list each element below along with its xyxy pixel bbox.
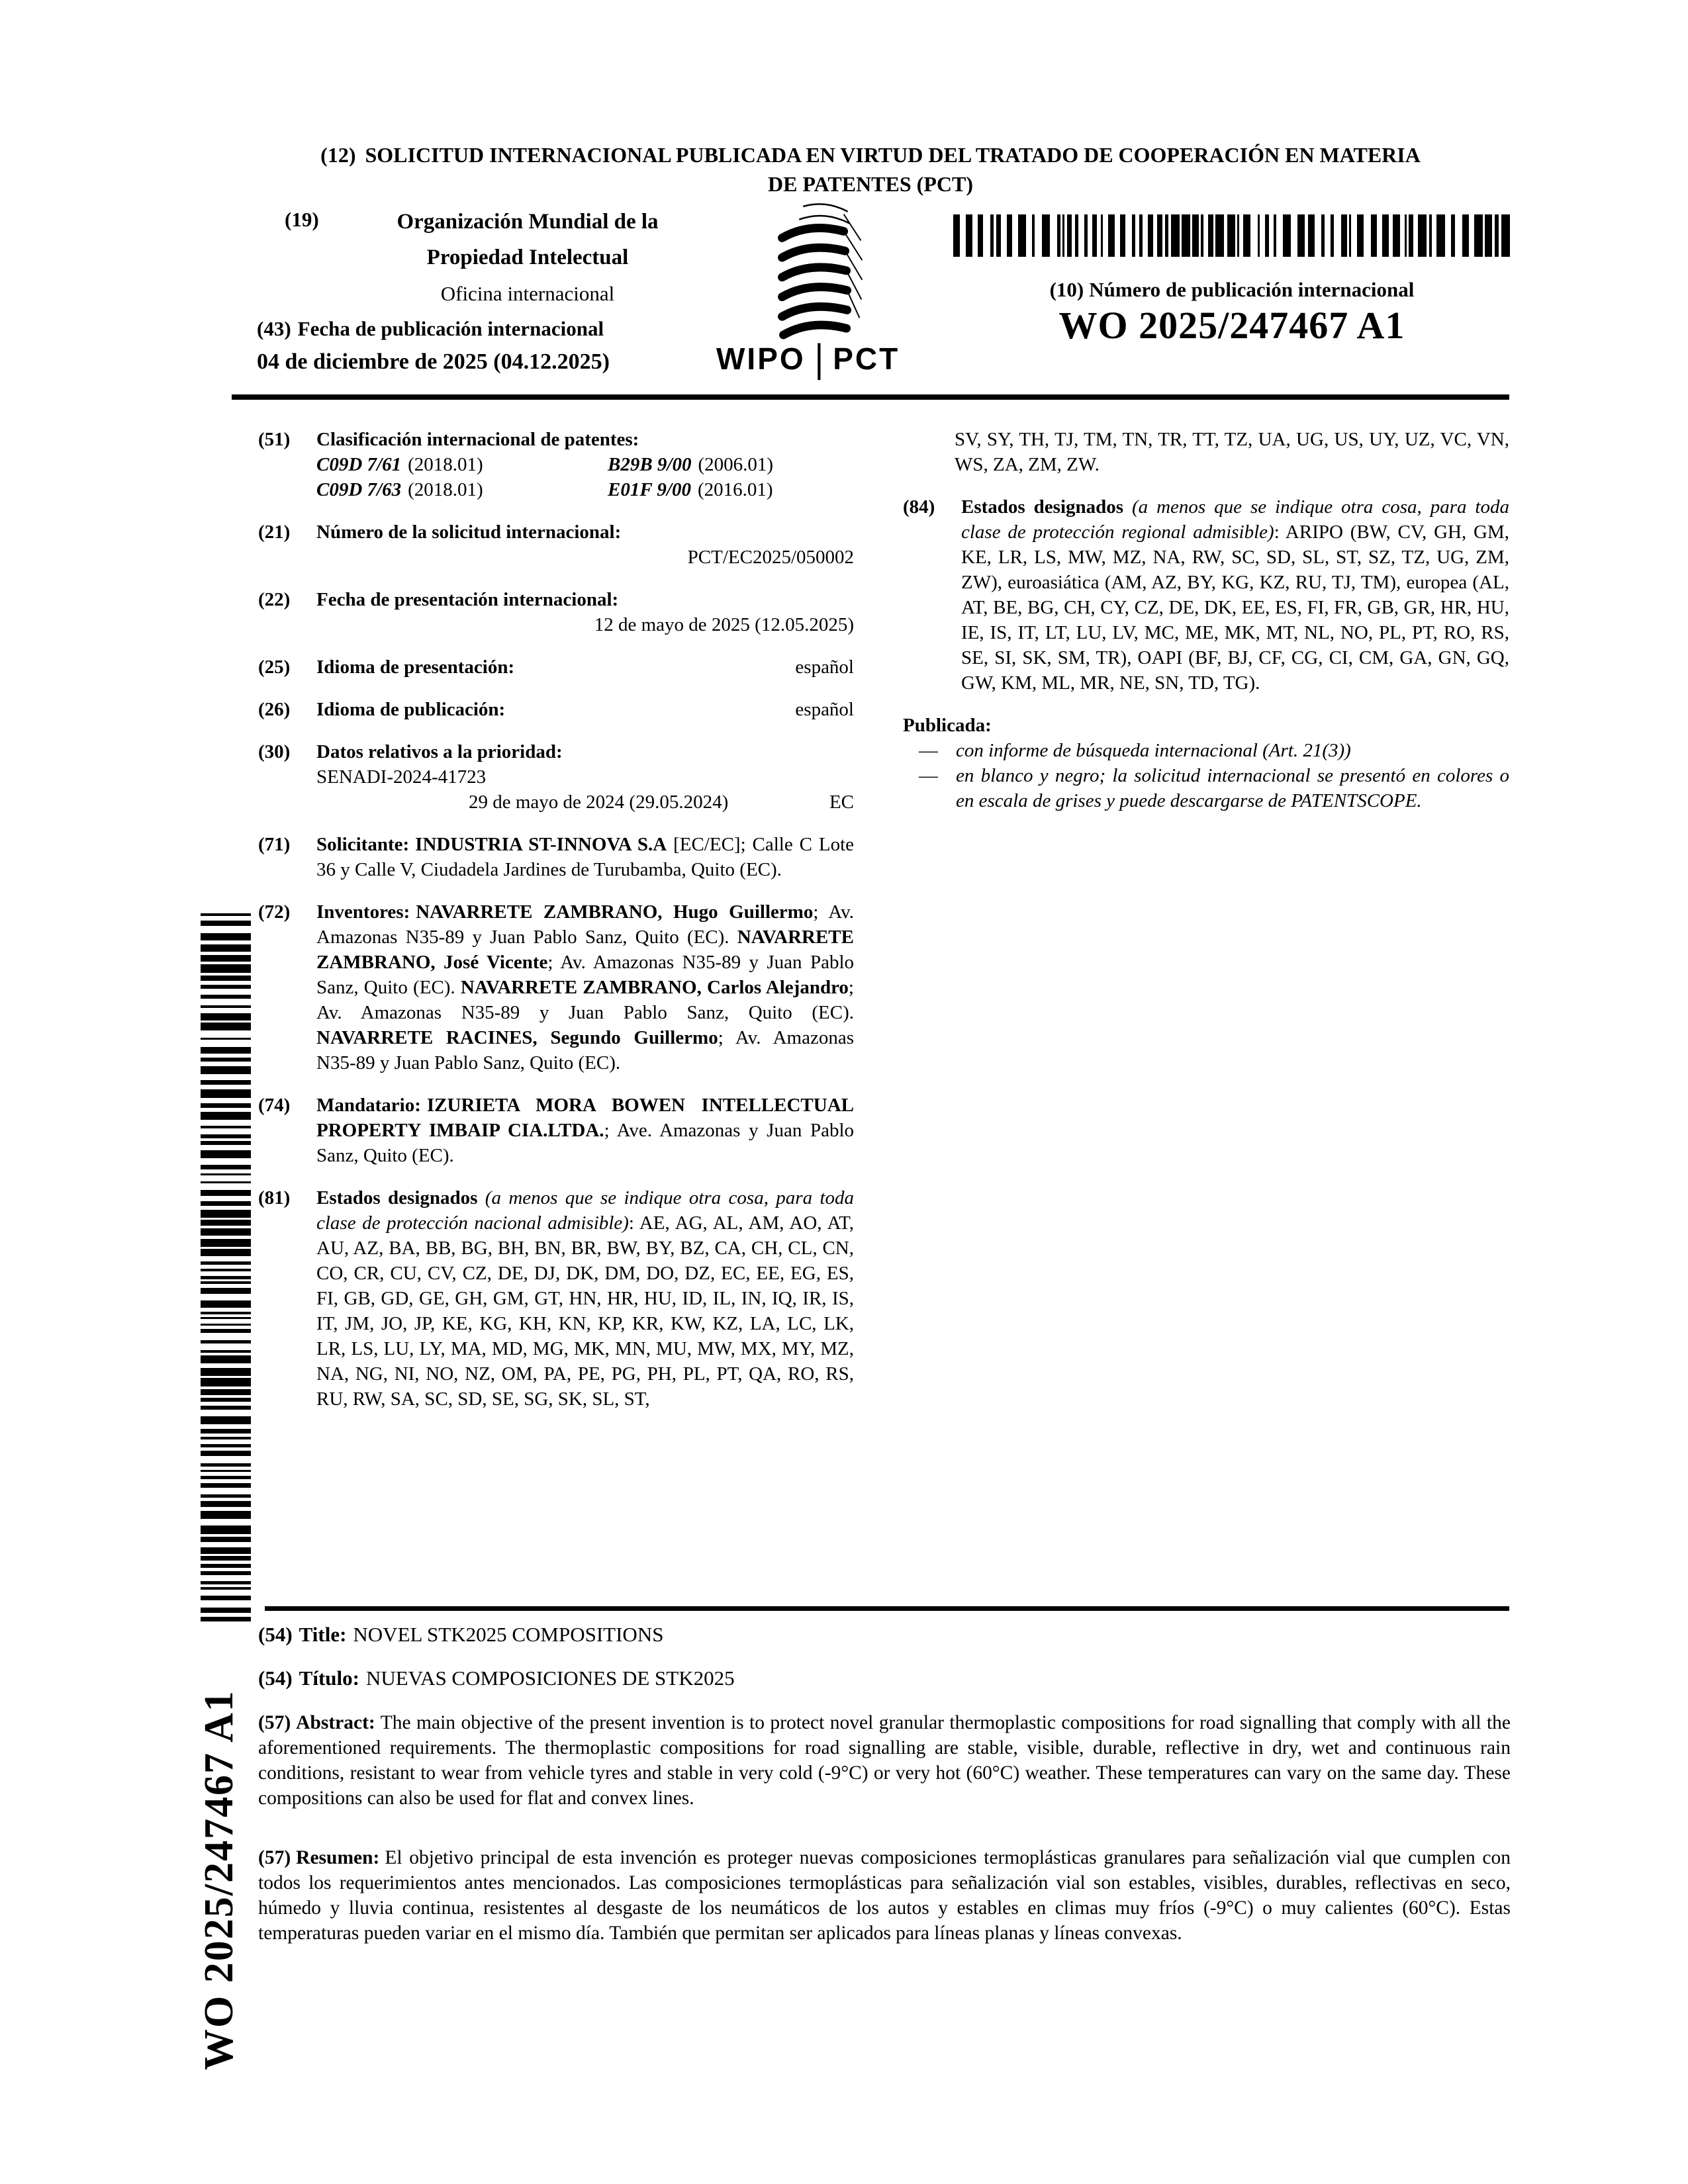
filing-date-value: 12 de mayo de 2025 (12.05.2025): [594, 614, 854, 635]
organization-block: [285, 204, 722, 312]
abstract-english-text: The main objective of the present invention is to protect novel granular thermoplastic compositions for road signalling that comply with all the aforementioned requirements. The thermoplastic compositions for road signalling are stable, visible, durable, reflective in dry, wet and continuous rain conditions, resistant to wear from vehicle tyres and stable in very cold (-9°C) or very hot (60°C) weather. These temperatures can vary on the same day. These compositions can also be used for flat and convex lines.: [258, 1712, 1511, 1809]
inventor-address: ; Av. Amazonas N35-89 y Juan Pablo Sanz, Quito (EC).: [316, 1027, 854, 1073]
wordmark-wipo: WIPO: [716, 341, 806, 376]
publication-date-value: 04 de diciembre de 2025 (04.12.2025): [257, 349, 610, 374]
agent-label: Mandatario:: [316, 1095, 421, 1116]
published-block: [903, 713, 1509, 813]
publication-language-label: Idioma de publicación:: [316, 699, 506, 720]
publication-date-label: Fecha de publicación internacional: [297, 317, 604, 340]
inid-22: (22): [258, 589, 291, 610]
field-21-application-number: [258, 520, 854, 570]
classification-entry: [316, 477, 608, 502]
ipc-version: (2018.01): [408, 479, 483, 500]
classification-entry: [316, 452, 608, 477]
wordmark-pct: PCT: [833, 341, 900, 376]
publication-number-value: WO 2025/247467 A1: [1058, 304, 1405, 347]
wordmark-separator: |: [814, 336, 824, 381]
inid-25: (25): [258, 657, 291, 678]
inventor-name: NAVARRETE ZAMBRANO, Hugo Guillermo: [416, 901, 814, 923]
publication-date-block: [257, 312, 733, 379]
ipc-version: (2006.01): [698, 454, 774, 475]
inventor-name: NAVARRETE RACINES, Segundo Guillermo: [316, 1027, 718, 1048]
ipc-code: B29B 9/00: [608, 454, 692, 475]
designated-states-label: Estados designados: [316, 1187, 478, 1208]
field-84-regional-states: [903, 494, 1509, 696]
sidebar-barcode: [201, 913, 251, 1627]
published-item-text: con informe de búsqueda internacional (Art. 21(3)): [956, 740, 1351, 761]
applicant-address: [EC/EC]; Calle C Lote 36 y Calle V, Ciudadela Jardines de Turubamba, Quito (EC).: [316, 834, 854, 880]
classification-entry: [608, 452, 854, 477]
title-spanish-row: [258, 1666, 1509, 1690]
classification-grid: [316, 452, 854, 502]
header-divider: [232, 394, 1509, 400]
classification-entry: [608, 477, 854, 502]
inid-72: (72): [258, 901, 291, 923]
inventor-name: NAVARRETE ZAMBRANO, José Vicente: [316, 927, 854, 973]
dash-marker: —: [919, 765, 938, 786]
abstract-spanish: [258, 1845, 1511, 1946]
field-30-priority-data: [258, 739, 854, 815]
inid-71: (71): [258, 834, 291, 855]
application-number-value: PCT/EC2025/050002: [687, 547, 854, 568]
inid-30: (30): [258, 741, 291, 762]
field-25-filing-language: [258, 655, 854, 680]
inid-26: (26): [258, 699, 291, 720]
priority-date: 29 de mayo de 2024 (29.05.2024): [469, 792, 729, 813]
inid-57: (57): [258, 1847, 291, 1868]
inventor-name: NAVARRETE ZAMBRANO, Carlos Alejandro: [460, 977, 849, 998]
title-spanish-value: NUEVAS COMPOSICIONES DE STK2025: [365, 1666, 735, 1690]
abstract-spanish-text: El objetivo principal de esta invención es proteger nuevas composiciones termoplásticas granulares para señalización vial que cumplen con todos los requerimientos antes mencionados. Las composiciones termoplásticas para señalización vial son estables, visibles, durables, reflectivas en seco, húmedo y lluvia continua, resistentes al desgaste de los neumáticos de los autos y estables en climas muy fríos (-9°C) o muy calientes (60°C). Estas temperaturas pueden variar en el mismo día. También que permitan ser aplicados para líneas planas y líneas convexas.: [258, 1847, 1511, 1944]
document-type-line2: DE PATENTES (PCT): [768, 172, 973, 196]
ipc-code: C09D 7/63: [316, 479, 402, 500]
inid-12: (12): [320, 143, 356, 167]
field-74-agent: [258, 1093, 854, 1168]
field-22-filing-date: [258, 587, 854, 637]
title-english-row: [258, 1623, 1509, 1647]
inventors-label: Inventores:: [316, 901, 410, 923]
inid-54: (54): [258, 1666, 293, 1690]
agent-name: IZURIETA MORA BOWEN INTELLECTUAL PROPERTY IMBAIP CIA.LTDA.: [316, 1095, 854, 1141]
title-english-value: NOVEL STK2025 COMPOSITIONS: [353, 1623, 664, 1646]
left-column: [258, 427, 854, 1429]
inid-43: (43): [257, 317, 291, 340]
inid-57: (57): [258, 1712, 291, 1733]
right-column: [903, 427, 1509, 813]
inventor-address: ; Av. Amazonas N35-89 y Juan Pablo Sanz, Quito (EC).: [316, 952, 854, 998]
published-item-text: en blanco y negro; la solicitud internacional se presentó en colores o en escala de grises y puede descargarse de PATENTSCOPE.: [956, 765, 1509, 811]
publication-barcode: [953, 214, 1511, 257]
dash-marker: —: [919, 740, 938, 761]
inid-21: (21): [258, 522, 291, 543]
applicant-name: INDUSTRIA ST-INNOVA S.A: [415, 834, 667, 855]
org-name-line1: Organización Mundial de la: [397, 210, 659, 234]
designated-states-note: (a menos que se indique otra cosa, para toda clase de protección nacional admisible): [316, 1187, 854, 1234]
filing-language-value: español: [795, 657, 854, 678]
inid-74: (74): [258, 1095, 291, 1116]
document-type-line1: SOLICITUD INTERNACIONAL PUBLICADA EN VIRTUD DEL TRATADO DE COOPERACIÓN EN MATERIA: [365, 143, 1421, 167]
ipc-code: E01F 9/00: [608, 479, 691, 500]
designated-states-list-continued: SV, SY, TH, TJ, TM, TN, TR, TT, TZ, UA, UG, US, UY, UZ, VC, VN, WS, ZA, ZM, ZW.: [955, 429, 1509, 475]
agent-address: ; Ave. Amazonas y Juan Pablo Sanz, Quito (EC).: [316, 1120, 855, 1166]
inid-19: (19): [285, 208, 319, 231]
application-number-label: Número de la solicitud internacional:: [316, 522, 622, 543]
title-english-label: Title:: [299, 1623, 347, 1646]
inid-10: (10): [1049, 278, 1084, 301]
published-label: Publicada:: [903, 715, 992, 736]
publication-number-label-row: [953, 278, 1511, 302]
publication-number-label: Número de publicación internacional: [1089, 278, 1415, 301]
designated-states-list: : AE, AG, AL, AM, AO, AT, AU, AZ, BA, BB, BG, BH, BN, BR, BW, BY, BZ, CA, CH, CL, CN, CO, CR, CU, CV, CZ, DE, DJ, DK, DM, DO, DZ, EC, EE, EG, ES, FI, GB, GD, GE, GH, GM, GT, HN, HR, HU, ID, IL, IN, IQ, IR, IS, IT, JM, JO, JP, KE, KG, KH, KN, KP, KR, KW, KZ, LA, LC, LK, LR, LS, LU, LY, MA, MD, MG, MK, MN, MU, MW, MX, MY, MZ, NA, NG, NI, NO, NZ, OM, PA, PE, PG, PH, PL, PT, QA, RO, RS, RU, RW, SA, SC, SD, SE, SG, SK, SL, ST,: [316, 1212, 855, 1410]
field-71-applicant: [258, 832, 854, 882]
inventor-address: ; Av. Amazonas N35-89 y Juan Pablo Sanz, Quito (EC).: [316, 901, 854, 948]
inid-54: (54): [258, 1623, 293, 1646]
regional-states-list: : ARIPO (BW, CV, GH, GM, KE, LR, LS, MW, MZ, NA, RW, SC, SD, SL, ST, SZ, TZ, UG, ZM, ZW), euroasiática (AM, AZ, BY, KG, KZ, RU, TJ, TM), europea (AL, AT, BE, BG, CH, CY, CZ, DE, DK, EE, ES, FI, FR, GB, GR, HR, HU, IE, IS, IT, LT, LU, LV, MC, ME, MK, MT, NL, NO, PL, PT, RO, RS, SE, SI, SK, SM, TR), OAPI (BF, BJ, CF, CG, CI, CM, GA, GN, GQ, GW, KM, ML, MR, NE, SN, TD, TG).: [961, 522, 1509, 694]
applicant-label: Solicitante:: [316, 834, 410, 855]
field-72-inventors: [258, 899, 854, 1075]
priority-country: EC: [829, 792, 854, 813]
classification-label: Clasificación internacional de patentes:: [316, 429, 639, 450]
regional-states-label: Estados designados: [961, 496, 1124, 518]
title-spanish-label: Título:: [299, 1666, 359, 1690]
org-office-line: Oficina internacional: [440, 282, 615, 305]
inventor-address: ; Av. Amazonas N35-89 y Juan Pablo Sanz, Quito (EC).: [316, 977, 854, 1023]
field-81-designated-states: [258, 1185, 854, 1412]
ipc-code: C09D 7/61: [316, 454, 402, 475]
field-51-classification: [258, 427, 854, 502]
filing-date-label: Fecha de presentación internacional:: [316, 589, 619, 610]
filing-language-label: Idioma de presentación:: [316, 657, 515, 678]
ipc-version: (2018.01): [408, 454, 483, 475]
org-name-line2: Propiedad Intelectual: [426, 246, 629, 269]
wipo-pct-wordmark: [716, 336, 968, 381]
sidebar-publication-number: WO 2025/247467 A1: [197, 1690, 242, 2070]
published-item: [903, 738, 1509, 763]
document-type-title: [232, 140, 1509, 199]
abstract-divider: [265, 1606, 1509, 1611]
publication-language-value: español: [795, 699, 854, 720]
regional-states-note: (a menos que se indique otra cosa, para toda clase de protección regional admisible): [961, 496, 1509, 543]
field-26-publication-language: [258, 697, 854, 722]
published-item: [903, 763, 1509, 813]
abstract-english-label: Abstract:: [296, 1712, 375, 1733]
wipo-logo-icon: [760, 197, 879, 341]
priority-label: Datos relativos a la prioridad:: [316, 741, 563, 762]
ipc-version: (2016.01): [697, 479, 773, 500]
priority-application-number: SENADI-2024-41723: [316, 766, 487, 788]
inid-81: (81): [258, 1187, 291, 1208]
inid-51: (51): [258, 429, 291, 450]
abstract-english: [258, 1710, 1511, 1811]
inid-84: (84): [903, 496, 935, 518]
abstract-spanish-label: Resumen:: [296, 1847, 380, 1868]
